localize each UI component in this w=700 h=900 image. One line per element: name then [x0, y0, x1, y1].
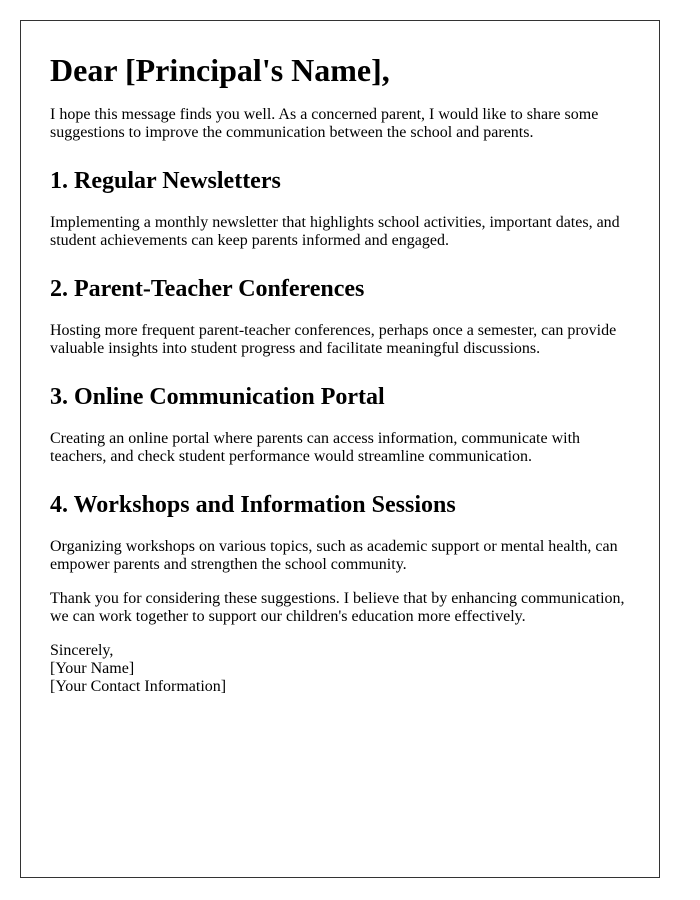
- suggestion-section-1: [50, 167, 635, 250]
- salutation-heading: Dear [Principal's Name],: [50, 52, 390, 88]
- section-heading: 4. Workshops and Information Sessions: [50, 492, 456, 518]
- section-body: Organizing workshops on various topics, such as academic support or mental health, can empower parents and strengthen the school community.: [50, 538, 618, 573]
- signoff-text: Sincerely,: [50, 642, 114, 659]
- section-heading: 1. Regular Newsletters: [50, 168, 281, 194]
- suggestion-section-3: [50, 383, 635, 466]
- suggestion-section-4: [50, 491, 635, 574]
- sender-name: [Your Name]: [50, 660, 135, 677]
- signature-block: [50, 642, 635, 696]
- letter-page: [20, 20, 660, 878]
- suggestion-section-2: [50, 275, 635, 358]
- section-heading: 2. Parent-Teacher Conferences: [50, 276, 365, 302]
- closing-paragraph: Thank you for considering these suggestions. I believe that by enhancing communication, we can work together to support our children's education more effectively.: [50, 590, 625, 625]
- letter-content: [50, 51, 635, 696]
- section-body: Implementing a monthly newsletter that highlights school activities, important dates, and student achievements can keep parents informed and engaged.: [50, 214, 620, 249]
- section-body: Creating an online portal where parents can access information, communicate with teachers, and check student performance would streamline communication.: [50, 430, 581, 465]
- section-heading: 3. Online Communication Portal: [50, 384, 385, 410]
- section-body: Hosting more frequent parent-teacher conferences, perhaps once a semester, can provide valuable insights into student progress and facilitate meaningful discussions.: [50, 322, 617, 357]
- sender-contact: [Your Contact Information]: [50, 678, 227, 695]
- intro-paragraph: I hope this message finds you well. As a concerned parent, I would like to share some suggestions to improve the communication between the school and parents.: [50, 106, 599, 141]
